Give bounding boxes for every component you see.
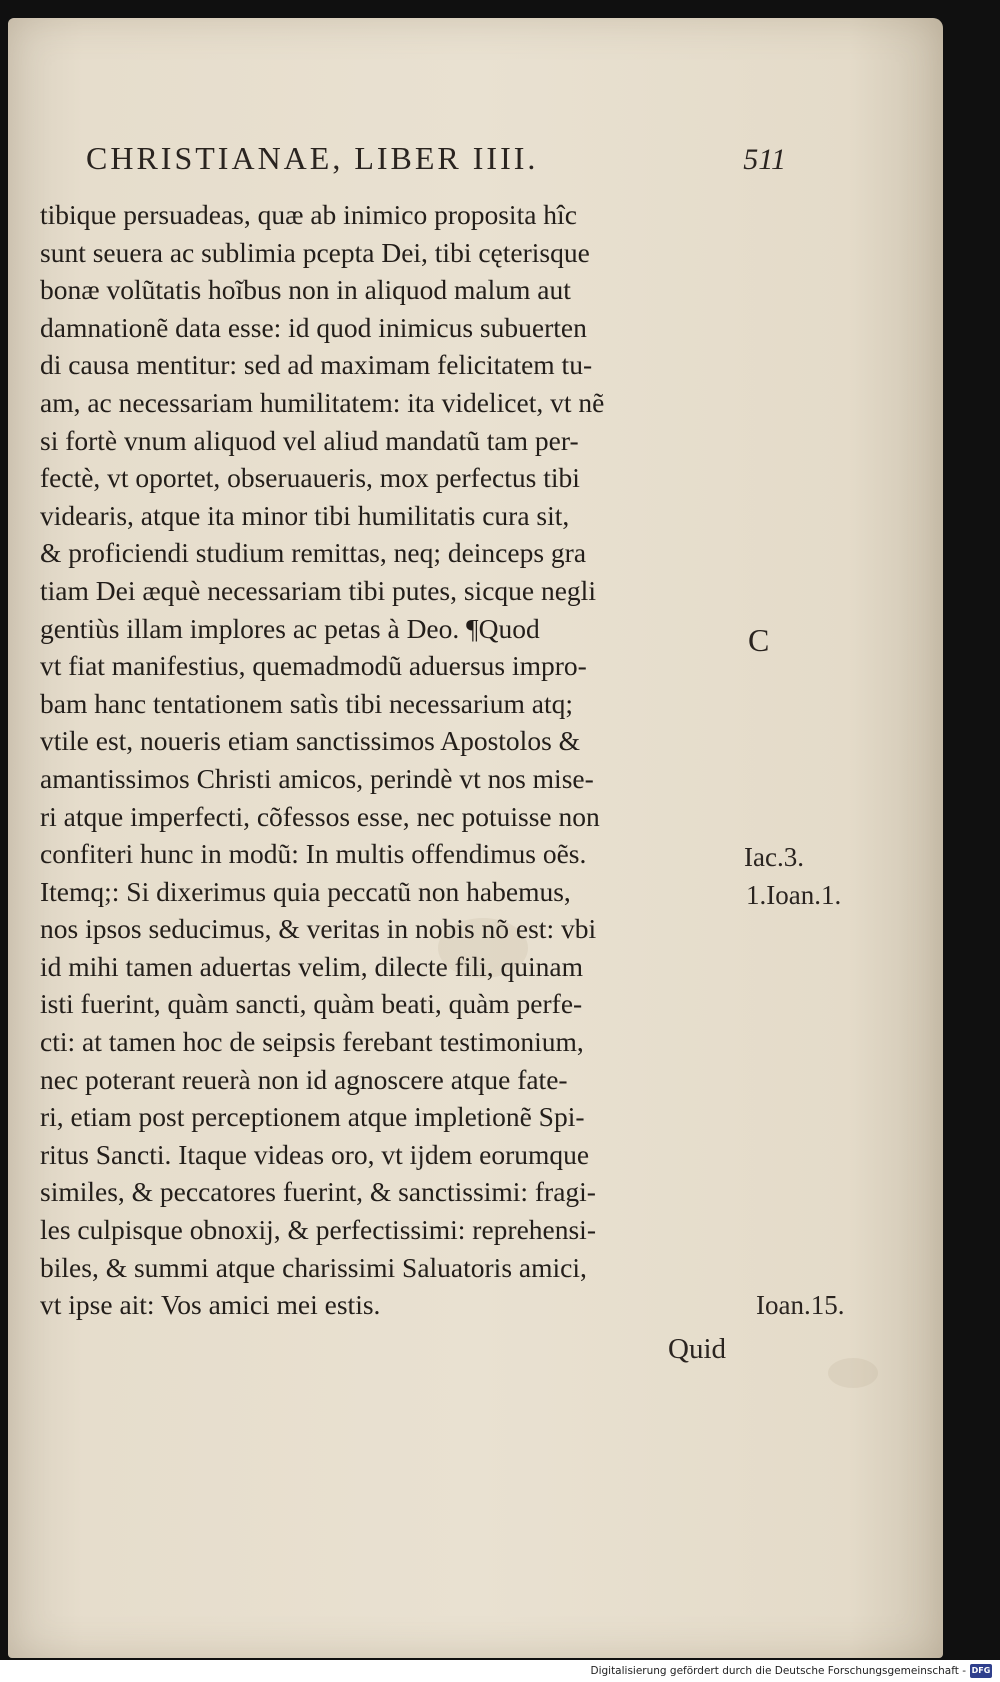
text-line: ri, etiam post perceptionem atque impletionẽ Spi-	[40, 1101, 585, 1133]
text-line: biles, & summi atque charissimi Saluatoris amici,	[40, 1251, 587, 1283]
text-line: videaris, atque ita minor tibi humilitatis cura sit,	[40, 499, 570, 531]
text-line: bam hanc tentationem satìs tibi necessarium atq;	[40, 687, 574, 719]
digitization-footer	[0, 1660, 1000, 1682]
text-line: amantissimos Christi amicos, perindè vt nos mise-	[40, 762, 594, 794]
margin-reference-jac: Iac.3.	[744, 842, 804, 872]
catchword: Quid	[668, 1333, 726, 1365]
text-line: fectè, vt oportet, obseruaueris, mox perfectus tibi	[40, 462, 580, 494]
body-text	[40, 196, 750, 1324]
text-line: Itemq;: Si dixerimus quia peccatũ non habemus,	[40, 875, 571, 907]
text-line: isti fuerint, quàm sancti, quàm beati, quàm perfe-	[40, 988, 583, 1020]
text-line: gentiùs illam implores ac petas à Deo. ¶Quod	[40, 612, 540, 644]
text-line: vtile est, noueris etiam sanctissimos Apostolos &	[40, 725, 581, 757]
text-line: vt ipse ait: Vos amici mei estis.	[40, 1289, 381, 1321]
margin-reference-1joan: 1.Ioan.1.	[746, 880, 842, 910]
text-line: tiam Dei æquè necessariam tibi putes, sicque negli	[40, 574, 596, 606]
text-line: di causa mentitur: sed ad maximam felicitatem tu-	[40, 349, 593, 381]
text-line: si fortè vnum aliquod vel aliud mandatũ tam per-	[40, 424, 579, 456]
text-line: am, ac necessariam humilitatem: ita videlicet, vt nẽ	[40, 386, 605, 418]
text-line: ritus Sancti. Itaque videas oro, vt ijdem eorumque	[40, 1138, 590, 1170]
margin-section-letter: C	[748, 622, 770, 658]
text-line: id mihi tamen aduertas velim, dilecte fili, quinam	[40, 950, 583, 982]
running-title: CHRISTIANAE, LIBER IIII.	[86, 140, 539, 176]
text-line: damnationẽ data esse: id quod inimicus subuerten	[40, 311, 587, 343]
text-line: bonæ volũtatis hoĩbus non in aliquod malum aut	[40, 274, 571, 306]
running-header	[86, 140, 786, 188]
text-line: cti: at tamen hoc de seipsis ferebant testimonium,	[40, 1026, 584, 1058]
text-line: ri atque imperfecti, cõfessos esse, nec potuisse non	[40, 800, 600, 832]
text-line: vt fiat manifestius, quemadmodũ aduersus impro-	[40, 650, 587, 682]
paper-stain	[828, 1358, 878, 1388]
text-line: & proficiendi studium remittas, neq; deinceps gra	[40, 537, 587, 569]
dfg-logo-icon: DFG	[970, 1664, 992, 1678]
text-line: confiteri hunc in modũ: In multis offendimus oẽs.	[40, 838, 587, 870]
text-line: les culpisque obnoxij, & perfectissimi: reprehensi-	[40, 1214, 596, 1246]
text-line: sunt seuera ac sublimia pcepta Dei, tibi cęterisque	[40, 236, 590, 268]
text-line: nos ipsos seducimus, & veritas in nobis nõ est: vbi	[40, 913, 597, 945]
funding-credit: Digitalisierung gefördert durch die Deutsche Forschungsgemeinschaft -	[590, 1665, 966, 1677]
margin-reference-joan: Ioan.15.	[756, 1290, 845, 1320]
folio-number: 511	[743, 143, 786, 176]
text-line: tibique persuadeas, quæ ab inimico proposita hîc	[40, 199, 577, 230]
text-line: similes, & peccatores fuerint, & sanctissimi: fragi-	[40, 1176, 596, 1208]
text-line: nec poterant reuerà non id agnoscere atque fate-	[40, 1063, 568, 1095]
